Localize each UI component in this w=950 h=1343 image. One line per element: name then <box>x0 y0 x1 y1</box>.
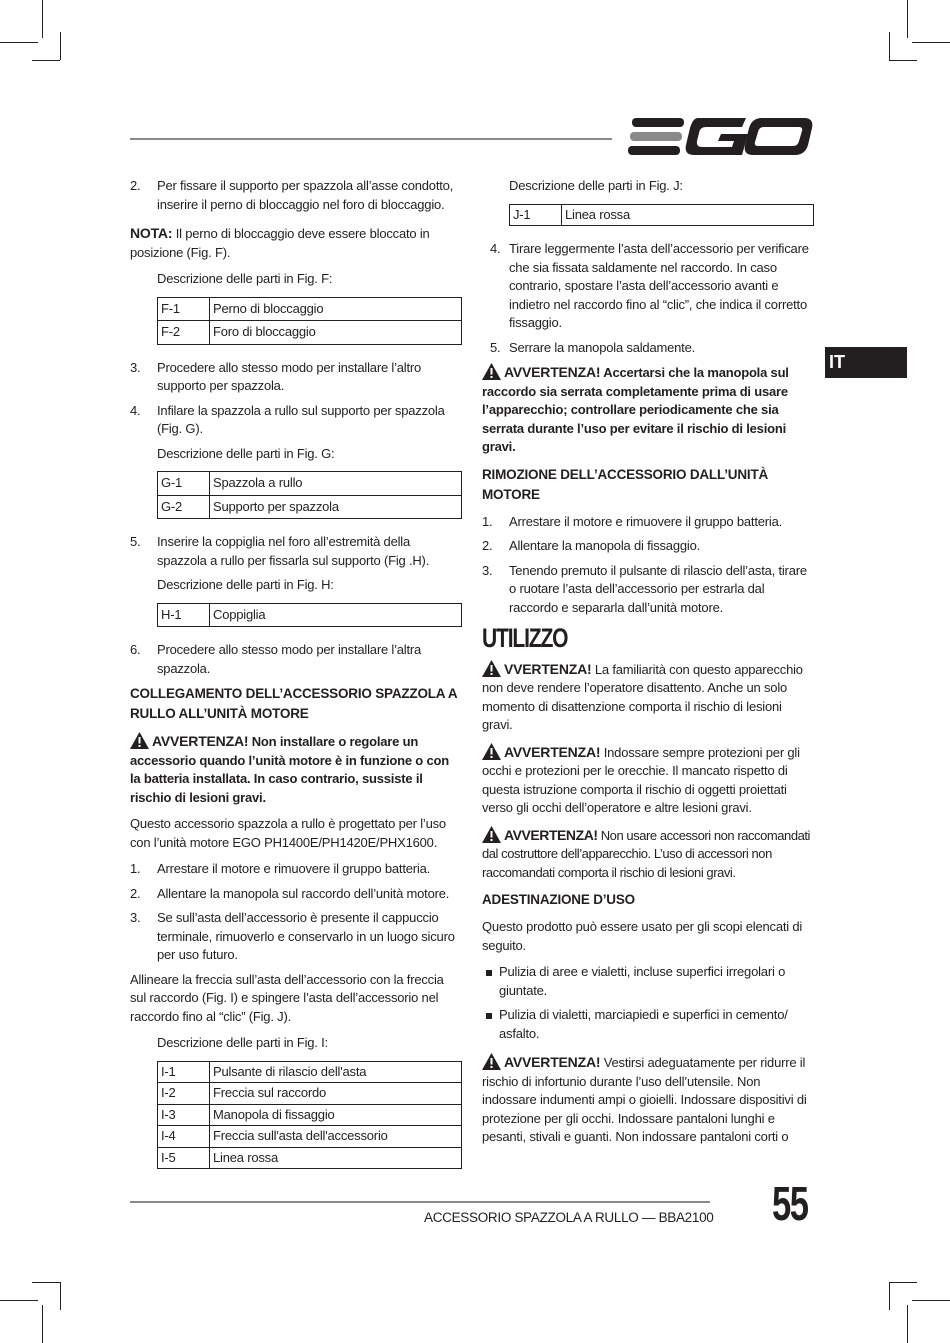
crop-mark <box>0 42 38 43</box>
list-number: 4. <box>130 402 141 418</box>
list-number: 1. <box>482 513 493 529</box>
list-text: Se sull’asta dell’accessorio è presente il cappuccio terminale, rimuoverlo e conservarlo in un luogo sicuro per uso futuro. <box>157 910 455 962</box>
table-row <box>158 495 462 519</box>
table-row <box>158 1061 462 1083</box>
bullet-icon <box>486 970 492 976</box>
part-code: I-2 <box>158 1083 210 1105</box>
warning-icon <box>482 826 501 843</box>
list-number: 6. <box>130 642 141 657</box>
part-desc: Perno di bloccaggio <box>210 297 462 321</box>
part-desc: Coppiglia <box>210 603 462 627</box>
part-code: I-3 <box>158 1104 210 1126</box>
table-row <box>158 1147 462 1169</box>
part-desc: Foro di bloccaggio <box>210 321 462 345</box>
list-number: 3. <box>130 359 141 375</box>
section-heading: RIMOZIONE DELL’ACCESSORIO DALL’UNITÀ MOTORE <box>482 466 769 502</box>
part-code: F-2 <box>158 321 210 345</box>
header-rule <box>130 138 612 140</box>
table-row <box>158 472 462 496</box>
figure-caption: Descrizione delle parti in Fig. J: <box>509 178 683 193</box>
figure-caption: Descrizione delle parti in Fig. I: <box>157 1035 328 1050</box>
crop-mark <box>912 1300 950 1301</box>
warning-label: AVVERTENZA! <box>152 733 249 749</box>
parts-table-g <box>157 471 462 519</box>
parts-table-f <box>157 297 462 345</box>
list-text: Pulizia di aree e vialetti, incluse superfici irregolari o giuntate. <box>499 964 786 998</box>
crop-mark <box>60 32 61 60</box>
list-text: Serrare la manopola saldamente. <box>509 339 696 355</box>
crop-mark <box>889 1282 890 1310</box>
part-desc: Spazzola a rullo <box>210 472 462 496</box>
list-item <box>130 641 462 678</box>
list-number: 1. <box>130 861 141 876</box>
page-number: 55 <box>772 1178 808 1231</box>
part-desc: Manopola di fissaggio <box>210 1104 462 1126</box>
table-row <box>158 297 462 321</box>
list-item <box>482 513 814 532</box>
part-code: G-2 <box>158 495 210 519</box>
figure-caption: Descrizione delle parti in Fig. F: <box>157 271 333 286</box>
part-code: I-1 <box>158 1061 210 1083</box>
footer-rule <box>130 1201 710 1203</box>
crop-mark <box>907 1305 908 1343</box>
list-text: Procedere allo stesso modo per installare l’altra spazzola. <box>157 642 422 676</box>
warning-label: AVVERTENZA! <box>504 364 601 380</box>
list-number: 3. <box>130 910 141 925</box>
warning <box>482 743 814 818</box>
list-item <box>130 885 462 904</box>
list-number: 5. <box>130 534 141 549</box>
part-desc: Supporto per spazzola <box>210 495 462 519</box>
table-row <box>158 1126 462 1148</box>
part-code: I-4 <box>158 1126 210 1148</box>
warning <box>482 363 814 457</box>
part-code: G-1 <box>158 472 210 496</box>
list-text: Arrestare il motore e rimuovere il gruppo batteria. <box>157 861 431 876</box>
left-column <box>130 177 462 1183</box>
warning-text: Non installare o regolare un accessorio quando l’unità motore è in funzione o con la batteria installata. In caso contrario, sussiste il rischio di lesioni gravi. <box>130 734 449 805</box>
footer-title: ACCESSORIO SPAZZOLA A RULLO — BBA2100 <box>424 1210 714 1225</box>
part-desc: Pulsante di rilascio dell'asta <box>210 1061 462 1083</box>
list-number: 2. <box>130 178 141 193</box>
warning-icon <box>482 1053 501 1070</box>
warning <box>130 732 462 807</box>
note-label: NOTA: <box>130 225 173 241</box>
crop-mark <box>907 0 908 38</box>
warning-text: Non usare accessori non raccomandati dal costruttore dell’apparecchio. L’uso di accessori non raccomandati comporta il rischio di lesioni gravi. <box>482 827 810 880</box>
crop-mark <box>32 1282 60 1283</box>
warning-icon <box>482 363 501 380</box>
parts-table-h <box>157 603 462 628</box>
right-column <box>482 177 814 1155</box>
part-code: H-1 <box>158 603 210 627</box>
section-heading: ADESTINAZIONE D’USO <box>482 892 635 907</box>
figure-caption: Descrizione delle parti in Fig. G: <box>157 445 335 461</box>
bullet-icon <box>486 1013 492 1019</box>
paragraph: Allineare la freccia sull’asta dell’accessorio con la freccia sul raccordo (Fig. I) e spingere l’asta dell’accessorio nel raccordo fino al “clic” (Fig. J). <box>130 971 444 1024</box>
list-item <box>130 402 462 439</box>
ego-logo <box>628 116 814 158</box>
crop-mark <box>60 1282 61 1310</box>
part-code: F-1 <box>158 297 210 321</box>
parts-table-i <box>157 1061 462 1170</box>
list-text: Allentare la manopola sul raccordo dell’unità motore. <box>157 885 450 901</box>
section-title: UTILIZZO <box>482 623 568 653</box>
language-tab: IT <box>825 347 907 378</box>
part-desc: Linea rossa <box>562 204 814 226</box>
part-desc: Freccia sull'asta dell'accessorio <box>210 1126 462 1148</box>
list-number: 4. <box>490 241 501 256</box>
list-text: Arrestare il motore e rimuovere il gruppo batteria. <box>509 513 783 529</box>
figure-caption: Descrizione delle parti in Fig. H: <box>157 577 334 592</box>
list-text: Inserire la coppiglia nel foro all’estremità della spazzola a rullo per fissarla sul supporto (Fig .H). <box>157 534 430 568</box>
crop-mark <box>0 1300 38 1301</box>
list-item <box>130 533 462 570</box>
list-number: 3. <box>482 562 493 578</box>
warning-label: AVVERTENZA! <box>504 743 601 760</box>
list-item <box>130 359 462 396</box>
section-heading: COLLEGAMENTO DELL’ACCESSORIO SPAZZOLA A RULLO ALL’UNITÀ MOTORE <box>130 686 457 721</box>
part-code: I-5 <box>158 1147 210 1169</box>
warning-text: Indossare sempre protezioni per gli occhi e protezioni per le orecchie. Il mancato rispetto di questa istruzione comporta il rischio di oggetti proiettati verso gli occhi dell’operatore e altre lesioni gravi. <box>482 744 800 815</box>
list-text: Allentare la manopola di fissaggio. <box>509 538 701 553</box>
warning-label: AVVERTENZA! <box>504 826 598 843</box>
table-row <box>158 321 462 345</box>
warning <box>482 826 814 883</box>
parts-table-j <box>509 204 814 227</box>
list-text: Infilare la spazzola a rullo sul supporto per spazzola (Fig. G). <box>157 402 445 436</box>
part-desc: Linea rossa <box>210 1147 462 1169</box>
list-text: Per fissare il supporto per spazzola all’asse condotto, inserire il perno di bloccaggio nel foro di bloccaggio. <box>157 178 454 212</box>
warning <box>482 1053 814 1147</box>
list-item <box>130 860 462 879</box>
list-item <box>482 537 814 556</box>
warning-text: Vestirsi adeguatamente per ridurre il rischio di infortunio durante l’uso dell’utensile. Non indossare indumenti ampi o gioielli. Indossare dispositivi di protezione per gli occhi. Indossare pantaloni lunghi e pesanti, stivali e guanti. Non indossare pantaloni corti o <box>482 1055 807 1144</box>
table-row <box>158 603 462 627</box>
list-item <box>482 562 814 618</box>
list-number: 2. <box>482 538 493 553</box>
note-text: Il perno di bloccaggio deve essere bloccato in posizione (Fig. F). <box>130 226 430 260</box>
crop-mark <box>912 42 950 43</box>
list-item <box>482 339 814 358</box>
warning-label: AVVERTENZA! <box>504 1054 601 1070</box>
table-row <box>158 1104 462 1126</box>
warning-text: Accertarsi che la manopola sul raccordo sia serrata completamente prima di usare l’apparecchio; controllare periodicamente che sia serrata durante l’uso per evitare il rischio di lesioni gravi. <box>482 365 789 454</box>
crop-mark <box>889 32 890 60</box>
list-item <box>130 177 462 214</box>
list-number: 5. <box>490 339 501 355</box>
warning-icon <box>130 732 149 749</box>
crop-mark <box>42 1305 43 1343</box>
list-text: Procedere allo stesso modo per installare l’altro supporto per spazzola. <box>157 359 422 393</box>
table-row <box>158 1083 462 1105</box>
paragraph: Questo prodotto può essere usato per gli scopi elencati di seguito. <box>482 919 803 953</box>
crop-mark <box>42 0 43 38</box>
list-item <box>482 963 814 1000</box>
warning-label: VVERTENZA! <box>504 660 592 677</box>
list-text: Pulizia di vialetti, marciapiedi e superfici in cemento/ asfalto. <box>499 1007 788 1041</box>
paragraph: Questo accessorio spazzola a rullo è progettato per l’uso con l’unità motore EGO PH1400E/PH1420E/PHX1600. <box>130 816 446 850</box>
list-text: Tenendo premuto il pulsante di rilascio dell’asta, tirare o ruotare l’asta dell’accessorio per estrarla dal raccordo e separarla dall’unità motore. <box>509 562 807 615</box>
crop-mark <box>889 1282 917 1283</box>
table-row <box>510 204 814 226</box>
note <box>130 224 462 262</box>
list-text: Tirare leggermente l’asta dell’accessorio per verificare che sia fissata saldamente nel raccordo. In caso contrario, spostare l’asta dell’accessorio avanti e indietro nel raccordo fino al “clic”, che indica il corretto fissaggio. <box>509 241 809 330</box>
warning-icon <box>482 743 501 760</box>
warning-icon <box>482 660 501 677</box>
list-item <box>482 1006 814 1043</box>
list-number: 2. <box>130 885 141 901</box>
crop-mark <box>32 60 60 61</box>
list-item <box>482 240 814 333</box>
warning <box>482 660 814 735</box>
part-desc: Freccia sul raccordo <box>210 1083 462 1105</box>
part-code: J-1 <box>510 204 562 226</box>
list-item <box>130 909 462 965</box>
crop-mark <box>889 60 917 61</box>
warning-text: La familiarità con questo apparecchio non deve rendere l’operatore disattento. Anche un solo momento di disattenzione comporta il rischio di lesioni gravi. <box>482 661 803 732</box>
